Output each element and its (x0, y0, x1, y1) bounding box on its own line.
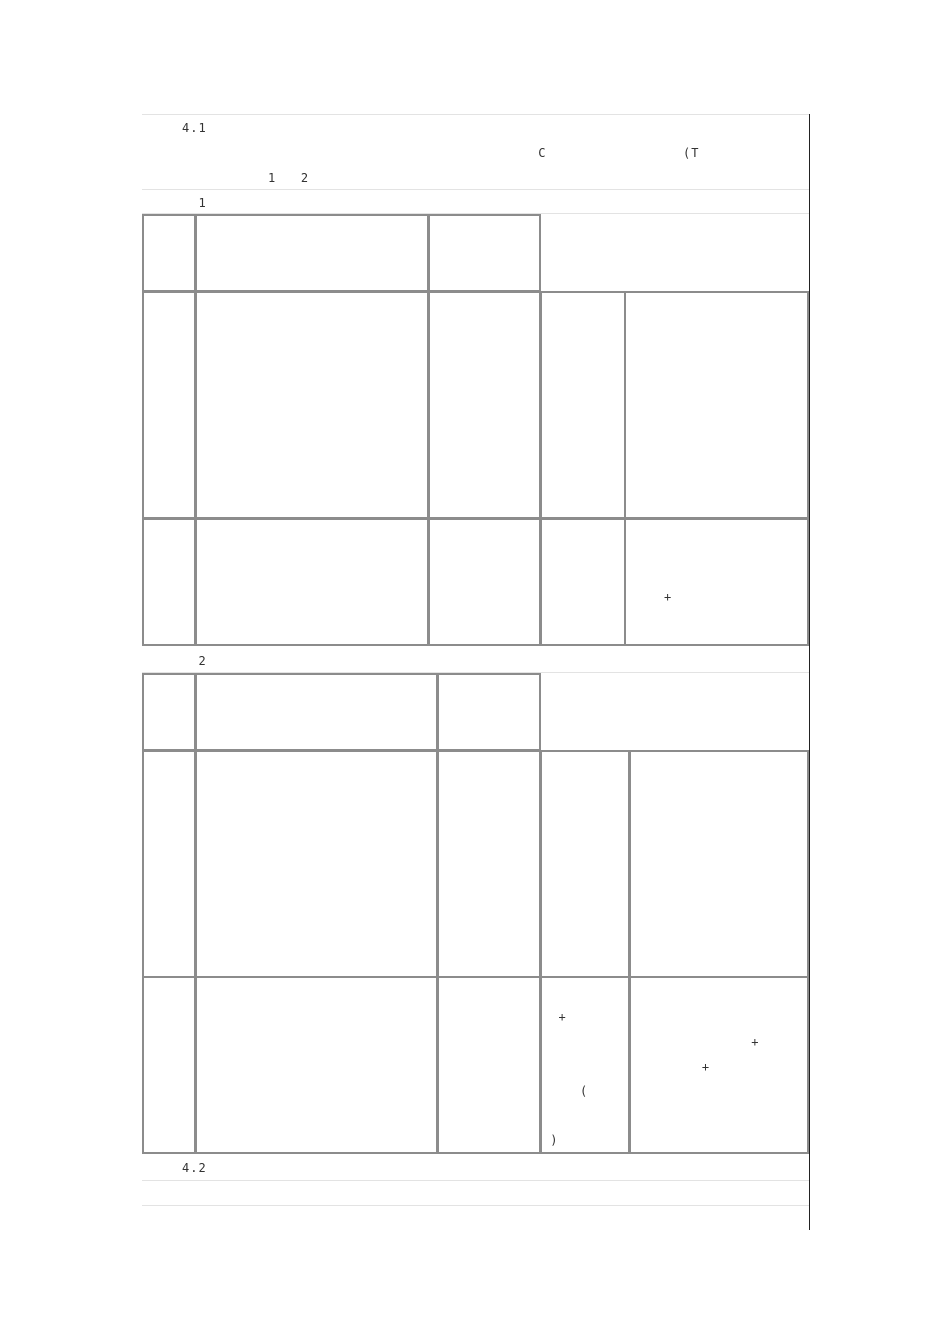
table2-header-cell (437, 673, 541, 751)
table2-cell (540, 976, 630, 1154)
page-right-rule (809, 114, 810, 1230)
table2-cell (195, 750, 438, 978)
table1-cell (428, 291, 541, 519)
table1-cell (195, 518, 429, 646)
row-rule (142, 1180, 809, 1181)
table1-cell (624, 518, 809, 646)
table2-caption: 2 (182, 654, 215, 668)
table2-cell (540, 750, 630, 978)
table1-cell (540, 291, 626, 519)
table1-cell (142, 291, 196, 519)
cell-text: + (542, 1010, 567, 1024)
table2-cell (195, 976, 438, 1154)
section-41-text: C (530, 146, 580, 160)
table2-header-cell (195, 673, 438, 751)
table1-cell (540, 518, 626, 646)
section-41-text: (T (683, 146, 733, 160)
section-heading-41: 4.1 (182, 121, 215, 135)
row-rule (142, 1205, 809, 1206)
table2-header-cell (142, 673, 196, 751)
table2-cell (629, 750, 809, 978)
row-rule (142, 189, 809, 190)
cell-text: + (669, 1060, 711, 1074)
table1-caption: 1 (182, 196, 215, 210)
table2-cell (629, 976, 809, 1154)
table1-cell (624, 291, 809, 519)
cell-text: + (664, 590, 673, 604)
cell-text: ) (542, 1133, 559, 1147)
page-top-rule (142, 114, 809, 115)
section-heading-42: 4.2 (182, 1161, 215, 1175)
section-41-text: 1 2 (268, 171, 310, 185)
cell-text: ( (580, 1084, 589, 1098)
table2-cell (437, 750, 541, 978)
table1-cell (195, 291, 429, 519)
table1-header-cell (195, 214, 429, 292)
table1-header-cell (142, 214, 196, 292)
table2-cell (437, 976, 541, 1154)
cell-text: + (669, 1035, 760, 1049)
table1-cell (142, 518, 196, 646)
table1-cell (428, 518, 541, 646)
table2-cell (142, 750, 196, 978)
table1-header-cell (428, 214, 541, 292)
table2-cell (142, 976, 196, 1154)
